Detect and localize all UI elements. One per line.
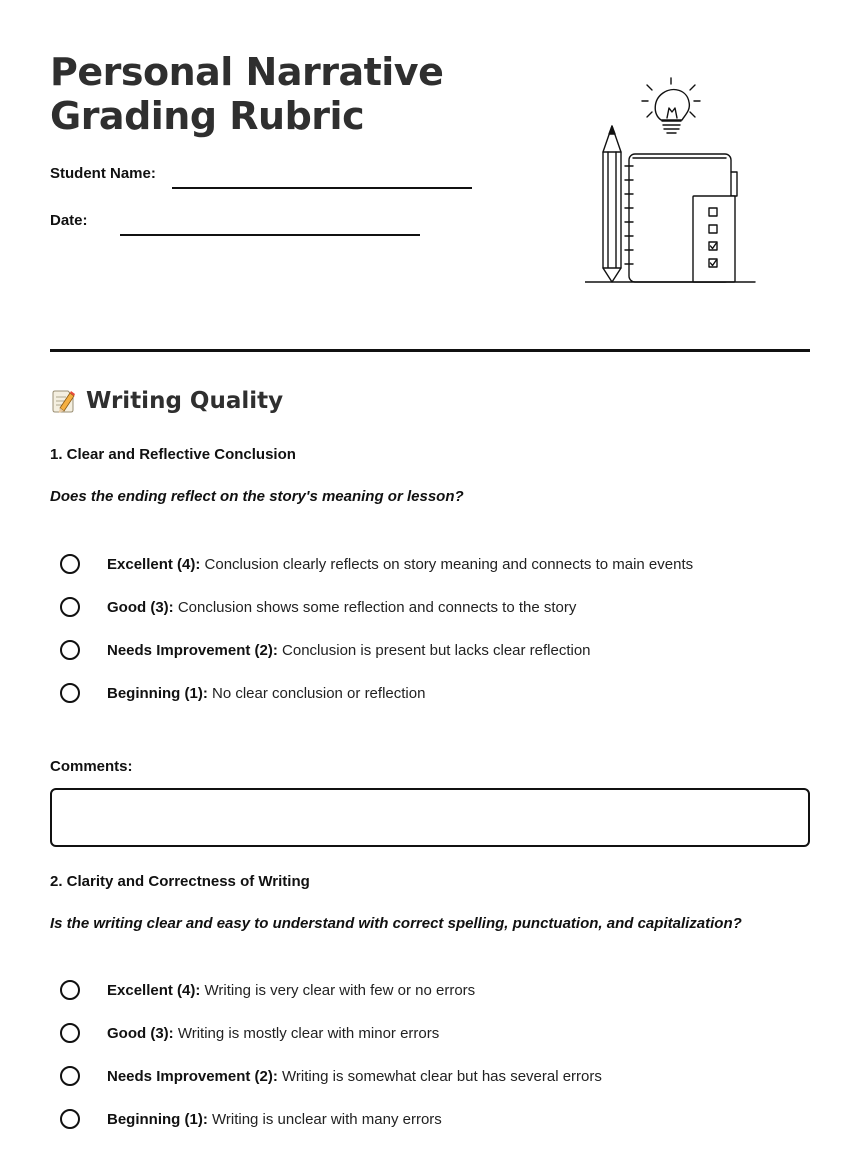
criterion-1-option-excellent[interactable] xyxy=(60,554,693,574)
radio-button[interactable] xyxy=(60,597,80,617)
pencil-icon xyxy=(603,126,621,282)
criterion-1-question: Does the ending reflect on the story's meaning or lesson? xyxy=(50,488,464,505)
option-level: Excellent (4): xyxy=(107,555,201,573)
criterion-2-question: Is the writing clear and easy to understand with correct spelling, punctuation, and capitalization? xyxy=(50,915,742,932)
criterion-1-option-needs-improvement[interactable] xyxy=(60,640,591,660)
date-field[interactable] xyxy=(120,234,420,236)
criterion-1-title: 1. Clear and Reflective Conclusion xyxy=(50,446,296,463)
option-level: Beginning (1): xyxy=(107,684,208,702)
comments-label: Comments: xyxy=(50,758,133,775)
radio-button[interactable] xyxy=(60,1023,80,1043)
option-level: Good (3): xyxy=(107,1024,174,1042)
option-level: Needs Improvement (2): xyxy=(107,1067,278,1085)
option-description: Writing is somewhat clear but has several errors xyxy=(277,1067,602,1085)
radio-button[interactable] xyxy=(60,980,80,1000)
option-description: Writing is unclear with many errors xyxy=(207,1110,442,1128)
option-description: No clear conclusion or reflection xyxy=(207,684,426,702)
lightbulb-icon xyxy=(642,78,700,133)
option-description: Conclusion is present but lacks clear reflection xyxy=(277,641,591,659)
option-description: Writing is mostly clear with minor errors xyxy=(173,1024,440,1042)
student-name-field[interactable] xyxy=(172,187,472,189)
criterion-2-option-needs-improvement[interactable] xyxy=(60,1066,602,1086)
section-title: Writing Quality xyxy=(86,388,284,414)
radio-button[interactable] xyxy=(60,683,80,703)
option-level: Beginning (1): xyxy=(107,1110,208,1128)
option-text xyxy=(107,1025,439,1042)
criterion-2-option-beginning[interactable] xyxy=(60,1109,442,1129)
rubric-page xyxy=(50,50,810,1128)
option-text xyxy=(107,1068,602,1085)
option-text xyxy=(107,982,475,999)
option-description: Conclusion clearly reflects on story meaning and connects to main events xyxy=(200,555,694,573)
criterion-2-option-good[interactable] xyxy=(60,1023,439,1043)
radio-button[interactable] xyxy=(60,1109,80,1129)
radio-button[interactable] xyxy=(60,640,80,660)
criterion-1-option-beginning[interactable] xyxy=(60,683,425,703)
option-level: Needs Improvement (2): xyxy=(107,641,278,659)
option-text xyxy=(107,685,425,702)
radio-button[interactable] xyxy=(60,1066,80,1086)
option-text xyxy=(107,556,693,573)
criterion-2-title: 2. Clarity and Correctness of Writing xyxy=(50,873,310,890)
checklist-icon xyxy=(693,196,735,282)
comments-input[interactable] xyxy=(50,788,810,847)
option-text xyxy=(107,599,576,616)
option-text xyxy=(107,1111,442,1128)
option-level: Good (3): xyxy=(107,598,174,616)
section-heading xyxy=(50,388,283,414)
section-divider xyxy=(50,349,810,352)
option-description: Conclusion shows some reflection and connects to the story xyxy=(173,598,577,616)
radio-button[interactable] xyxy=(60,554,80,574)
date-label: Date: xyxy=(50,212,88,229)
title-line-2: Grading Rubric xyxy=(50,94,365,138)
option-description: Writing is very clear with few or no errors xyxy=(200,981,476,999)
criterion-2-option-excellent[interactable] xyxy=(60,980,475,1000)
title-line-1: Personal Narrative xyxy=(50,50,444,94)
option-level: Excellent (4): xyxy=(107,981,201,999)
rubric-illustration xyxy=(585,70,785,290)
option-text xyxy=(107,642,591,659)
student-name-label: Student Name: xyxy=(50,165,156,182)
criterion-1-option-good[interactable] xyxy=(60,597,576,617)
memo-icon xyxy=(50,388,76,414)
